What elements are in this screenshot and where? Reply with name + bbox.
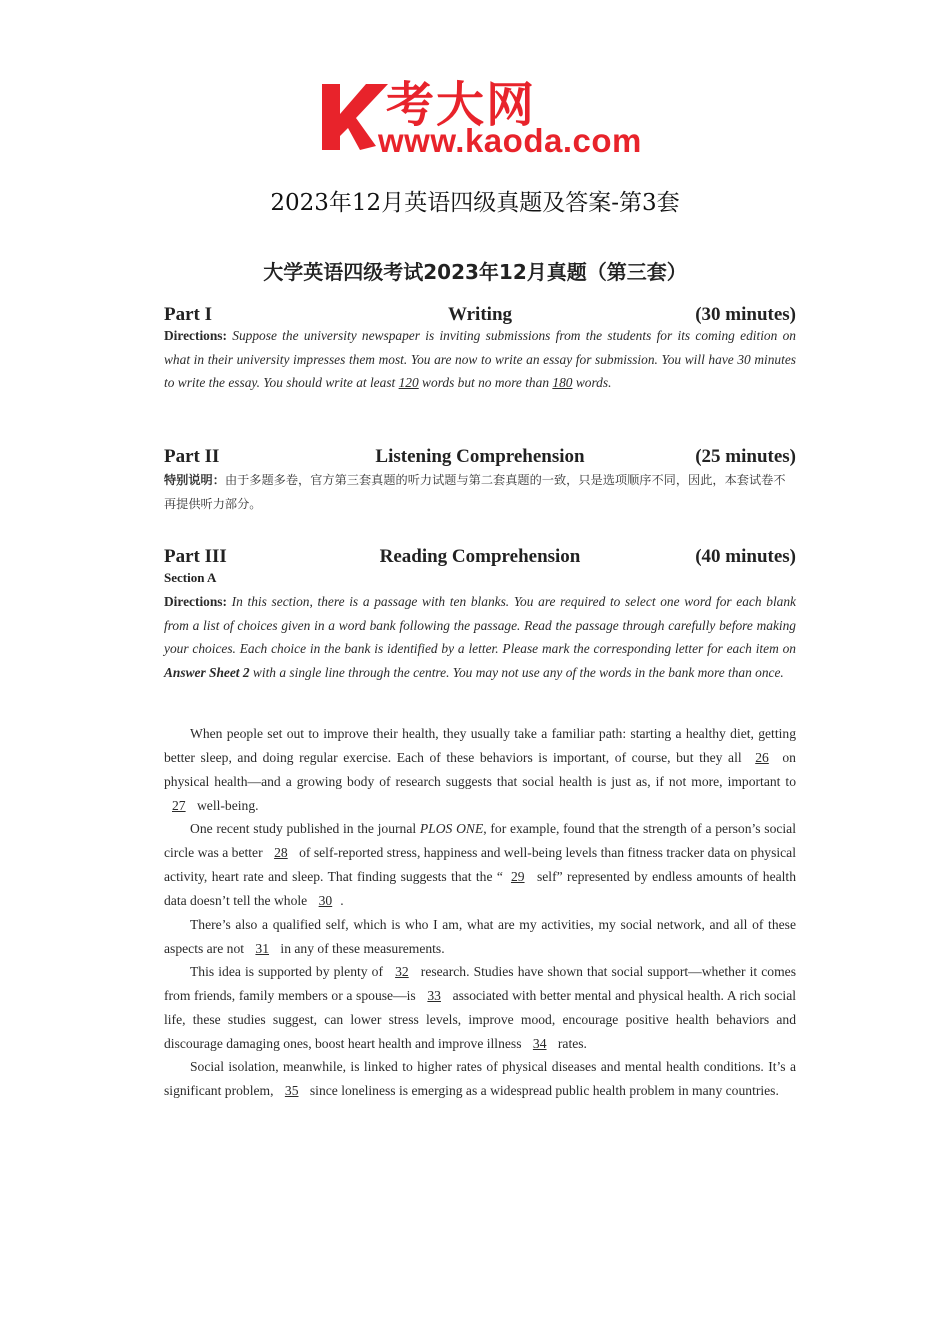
max-word-count: 180 (552, 375, 573, 391)
part3-time: (40 minutes) (695, 546, 796, 567)
section-a-label: Section A (164, 570, 217, 585)
blank-29: 29 (510, 869, 525, 884)
part3-name: Reading Comprehension (379, 546, 581, 567)
passage-paragraph-4: This idea is supported by plenty of 32 research. Studies have shown that social support—whether it comes from friends, family members or a spouse—is 33 associated with better mental and physical health. A rich social life, these studies suggest, can lower stress levels, improve mood, encourage positive health behaviors and discourage damaging ones, boost heart health and improve illness 34 rates. (164, 964, 796, 1051)
blank-33: 33 (427, 988, 441, 1003)
passage-paragraph-5: Social isolation, meanwhile, is linked to higher rates of physical diseases and mental health conditions. It’s a significant problem, 35 since loneliness is emerging as a widespread public health problem in many countries. (164, 1059, 796, 1098)
part2-number: Part II (164, 446, 220, 467)
part1-name: Writing (447, 304, 513, 325)
part2-time: (25 minutes) (695, 446, 796, 467)
document-title: 2023年12月英语四级真题及答案-第3套 (270, 190, 680, 216)
part2-special-note (164, 469, 796, 516)
part3-header (164, 546, 796, 572)
passage-paragraph-2: One recent study published in the journal PLOS ONE, for example, found that the strength of a person’s social circle was a better 28 of self-reported stress, happiness and well-being levels than fitness tracker data on physical activity, heart rate and sleep. That finding suggests that the “ 29 self” represented by endless amounts of health data doesn’t tell the whole 30 . (164, 821, 796, 908)
passage-paragraph-1: When people set out to improve their health, they usually take a familiar path: starting a healthy diet, getting better sleep, and doing regular exercise. Each of these behaviors is important, of course, but they all 26 on physical health—and a growing body of research suggests that social health is just as, if not more, important to 27 well-being. (164, 726, 796, 813)
answer-sheet-ref: Answer Sheet 2 (164, 664, 250, 680)
part2-name: Listening Comprehension (375, 446, 585, 467)
logo-url-text: www.kaoda.com (378, 122, 642, 159)
note-label: 特别说明： (164, 473, 225, 487)
kaoda-logo (318, 72, 648, 162)
exam-title: 大学英语四级考试2023年12月真题（第三套） (263, 260, 687, 284)
journal-name: PLOS ONE (419, 821, 484, 836)
directions-label: Directions: (164, 594, 227, 609)
blank-35: 35 (284, 1083, 299, 1098)
min-word-count: 120 (398, 375, 419, 391)
blank-27: 27 (172, 798, 186, 813)
note-text: 由于多题多卷，官方第三套真题的听力试题与第二套真题的一致，只是选项顺序不同，因此，本套试卷不再提供听力部分。 (164, 473, 786, 511)
blank-31: 31 (255, 941, 270, 956)
blank-26: 26 (755, 750, 769, 765)
part3-directions: Directions: In this section, there is a passage with ten blanks. You are required to select one word for each blank from a list of choices given in a word bank following the passage. Read the passage through carefully before making your choices. Each choice in the bank is identified by a letter. Please mark the corresponding letter for each item on Answer Sheet 2 with a single line through the centre. You may not use any of the words in the bank more than once. (164, 594, 796, 680)
part1-directions: Directions: Suppose the university newspaper is inviting submissions from the students for its coming edition on what in their university impresses them most. You are now to write an essay for submission. You will have 30 minutes to write the essay. You should write at least 120 words but no more than 180 words. (164, 328, 796, 391)
part1-time: (30 minutes) (695, 304, 796, 325)
blank-32: 32 (395, 964, 409, 979)
passage-paragraph-3: There’s also a qualified self, which is who I am, what are my activities, my social network, and all of these aspects are not 31 in any of these measurements. (164, 917, 796, 956)
part1-number: Part I (164, 304, 213, 325)
part3-number: Part III (164, 546, 227, 567)
blank-28: 28 (274, 845, 288, 860)
blank-34: 34 (532, 1036, 547, 1051)
logo-brand-text: 考大网 (386, 77, 537, 133)
blank-30: 30 (318, 893, 333, 908)
directions-label: Directions: (164, 328, 227, 343)
